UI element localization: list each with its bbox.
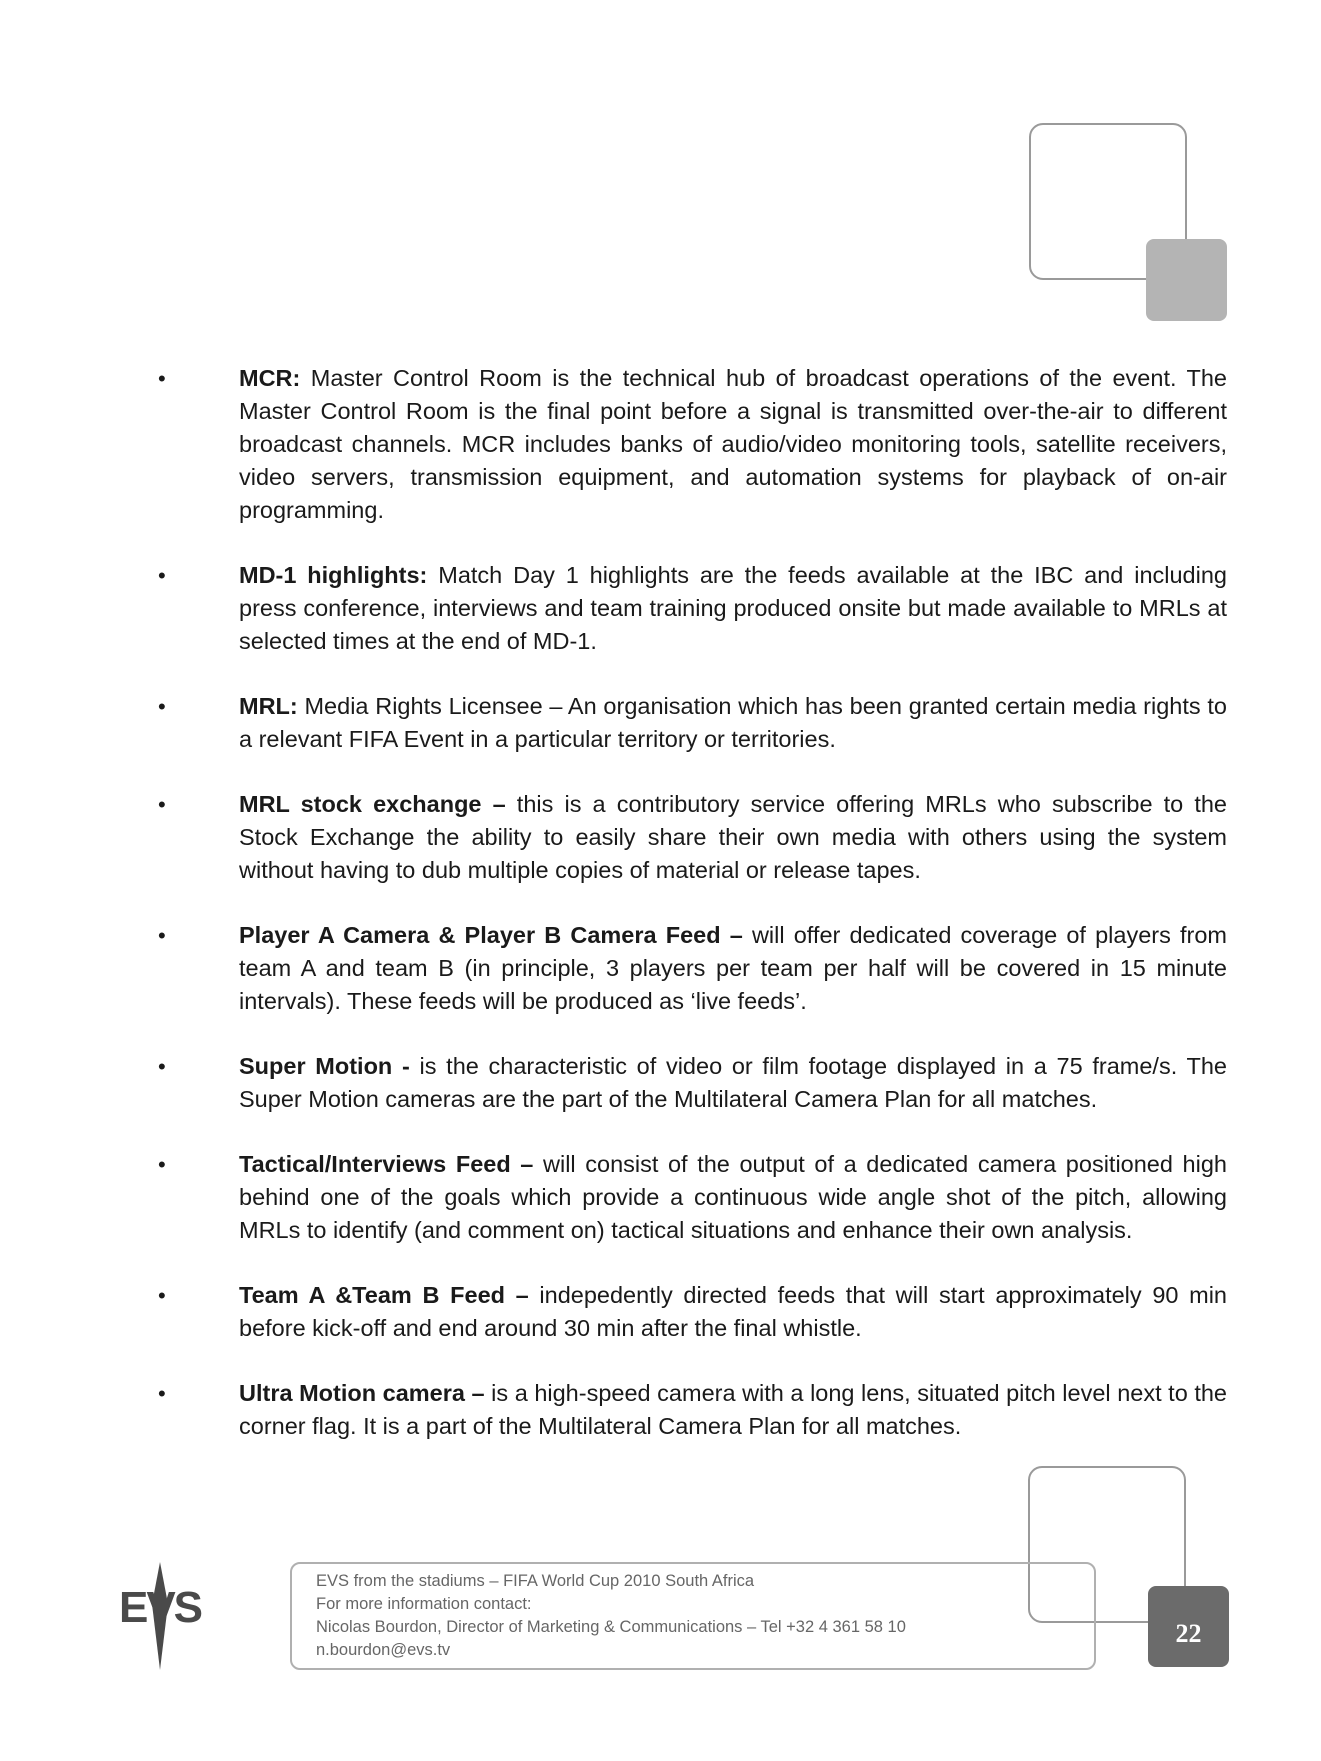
- glossary-term: Ultra Motion camera –: [239, 1380, 485, 1406]
- bullet-marker: •: [158, 923, 166, 948]
- glossary-definition: is the characteristic of video or film footage displayed in a 75 frame/s. The Super Motion cameras are the part of the Multilateral Camera Plan for all matches.: [239, 1053, 1227, 1112]
- glossary-term: Tactical/Interviews Feed –: [239, 1151, 534, 1177]
- glossary-item: [0, 690, 1321, 756]
- bullet-marker: •: [158, 366, 166, 391]
- glossary-definition: will consist of the output of a dedicated camera positioned high behind one of the goals which provide a continuous wide angle shot of the pitch, allowing MRLs to identify (and comment on) tactical situations and enhance their own analysis.: [239, 1151, 1227, 1243]
- footer-contact-label: For more information contact:: [316, 1595, 532, 1613]
- glossary-item: [0, 1279, 1321, 1345]
- top-decor-filled-square: [1146, 239, 1227, 321]
- footer-contact-person: Nicolas Bourdon, Director of Marketing & Communications – Tel +32 4 361 58 10: [316, 1618, 906, 1636]
- glossary-term: MRL stock exchange –: [239, 791, 506, 817]
- glossary-item: [0, 1148, 1321, 1247]
- glossary-term: MRL:: [239, 693, 298, 719]
- glossary-term: MCR:: [239, 365, 301, 391]
- glossary-term: Team A &Team B Feed –: [239, 1282, 529, 1308]
- glossary-item: [0, 1050, 1321, 1116]
- glossary-definition: indepedently directed feeds that will start approximately 90 min before kick-off and end around 30 min after the final whistle.: [239, 1282, 1227, 1341]
- glossary-definition: Master Control Room is the technical hub of broadcast operations of the event. The Master Control Room is the final point before a signal is transmitted over-the-air to different broadcast channels. MCR includes banks of audio/video monitoring tools, satellite receivers, video servers, transmission equipment, and automation systems for playback of on-air programming.: [239, 365, 1227, 523]
- bullet-marker: •: [158, 1054, 166, 1079]
- evs-logo: [112, 1562, 208, 1670]
- glossary-item: [0, 788, 1321, 887]
- glossary-item: [0, 362, 1321, 527]
- glossary-definition: Media Rights Licensee – An organisation which has been granted certain media rights to a relevant FIFA Event in a particular territory or territories.: [239, 693, 1227, 752]
- glossary-term: Super Motion -: [239, 1053, 410, 1079]
- glossary-item: [0, 559, 1321, 658]
- glossary-definition: is a high-speed camera with a long lens, situated pitch level next to the corner flag. It is a part of the Multilateral Camera Plan for all matches.: [239, 1380, 1228, 1439]
- bullet-marker: •: [158, 563, 166, 588]
- footer-title: EVS from the stadiums – FIFA World Cup 2010 South Africa: [316, 1572, 755, 1590]
- bullet-marker: •: [158, 1381, 166, 1406]
- footer-contact-box: [290, 1562, 1096, 1670]
- glossary-term: MD-1 highlights:: [239, 562, 428, 588]
- bullet-marker: •: [158, 1283, 166, 1308]
- glossary-item: [0, 1377, 1321, 1443]
- glossary-item: [0, 919, 1321, 1018]
- bullet-marker: •: [158, 694, 166, 719]
- logo-text: EVS: [118, 1583, 202, 1632]
- page-number: 22: [1148, 1586, 1229, 1667]
- footer-contact-email[interactable]: n.bourdon@evs.tv: [316, 1641, 451, 1659]
- glossary-list: [0, 362, 1321, 1475]
- glossary-definition: Match Day 1 highlights are the feeds available at the IBC and including press conference, interviews and team training produced onsite but made available to MRLs at selected times at the end of MD-1.: [239, 562, 1227, 654]
- bullet-marker: •: [158, 1152, 166, 1177]
- glossary-term: Player A Camera & Player B Camera Feed –: [239, 922, 743, 948]
- glossary-definition: will offer dedicated coverage of players from team A and team B (in principle, 3 players per team per half will be covered in 15 minute intervals). These feeds will be produced as ‘live feeds’.: [239, 922, 1228, 1014]
- glossary-definition: this is a contributory service offering MRLs who subscribe to the Stock Exchange the ability to easily share their own media with others using the system without having to dub multiple copies of material or release tapes.: [239, 791, 1228, 883]
- bullet-marker: •: [158, 792, 166, 817]
